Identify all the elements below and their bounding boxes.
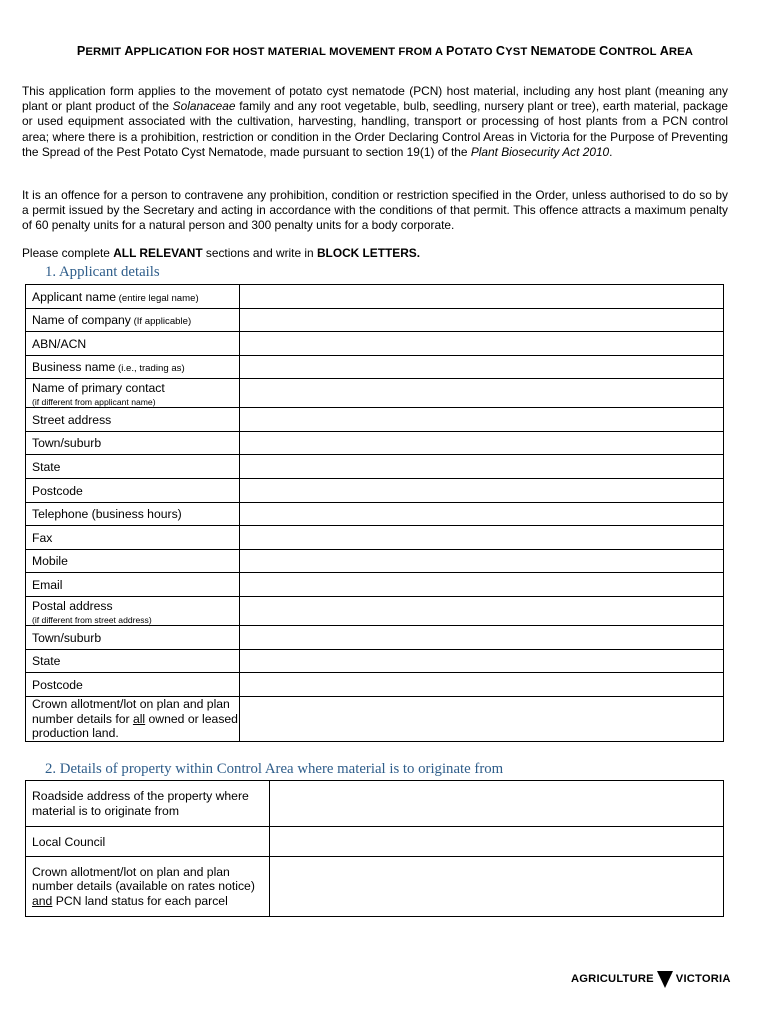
field-input[interactable] xyxy=(240,550,724,573)
field-input[interactable] xyxy=(240,332,724,356)
roadside-address-input[interactable] xyxy=(270,781,724,827)
form-title: PERMIT APPLICATION FOR HOST MATERIAL MOVEMENT FROM A POTATO CYST NEMATODE CONTROL AREA xyxy=(76,44,694,58)
property-details-table xyxy=(25,780,724,917)
field-input[interactable] xyxy=(240,455,724,479)
form-row xyxy=(26,827,724,857)
field-input[interactable] xyxy=(240,650,724,673)
form-row xyxy=(26,550,724,573)
form-row xyxy=(26,455,724,479)
applicant-details-table xyxy=(25,284,724,742)
form-row xyxy=(26,309,724,332)
field-label xyxy=(26,697,240,742)
field-input[interactable] xyxy=(240,597,724,626)
field-label xyxy=(26,455,240,479)
field-input[interactable] xyxy=(240,526,724,550)
field-label-hint: (entire legal name) xyxy=(116,292,199,304)
offence-paragraph: It is an offence for a person to contravene any prohibition, condition or restriction specified in the Order, unless authorised to do so by a permit issued by the Secretary and acting in accordance with the conditions of that permit. This offence attracts a maximum penalty of 60 penalty units for a natural person and 300 penalty units for a body corporate. xyxy=(22,188,728,233)
form-row xyxy=(26,285,724,309)
field-label-text: Business name xyxy=(32,360,116,374)
field-label xyxy=(26,550,240,573)
section-2-heading: 2. Details of property within Control Area where material is to originate from xyxy=(45,761,504,777)
field-label xyxy=(26,408,240,432)
field-input[interactable] xyxy=(240,432,724,455)
field-label-text: Town/suburb xyxy=(32,630,102,645)
field-input[interactable] xyxy=(240,356,724,379)
field-input[interactable] xyxy=(240,379,724,408)
logo-agriculture-text: AGRICULTURE xyxy=(571,973,654,985)
form-row xyxy=(26,332,724,356)
field-input[interactable] xyxy=(240,626,724,650)
field-label-text: Telephone (business hours) xyxy=(32,507,182,521)
field-label-text: State xyxy=(32,459,61,474)
field-label-text: Name of primary contact xyxy=(32,381,165,395)
field-label-text: Email xyxy=(32,577,63,592)
form-row xyxy=(26,650,724,673)
property-crown-allotment-label: Crown allotment/lot on plan and plan number details (available on rates notice) and PCN land status for each parcel xyxy=(32,864,255,908)
field-input[interactable] xyxy=(240,573,724,597)
field-label-text: Applicant name xyxy=(32,289,117,304)
form-row xyxy=(26,408,724,432)
field-label xyxy=(26,503,240,526)
form-row xyxy=(26,526,724,550)
field-label-text: Street address xyxy=(32,412,112,427)
field-label xyxy=(26,309,240,332)
field-label-note: (if different from street address) xyxy=(32,615,152,625)
field-input[interactable] xyxy=(240,285,724,309)
field-label-text: State xyxy=(32,654,61,668)
agriculture-victoria-logo xyxy=(571,969,731,989)
field-label xyxy=(26,857,270,917)
section-1-heading: 1. Applicant details xyxy=(45,264,160,280)
form-row xyxy=(26,503,724,526)
field-label-hint: (If applicable) xyxy=(130,316,192,327)
field-label-text: Name of company xyxy=(32,313,131,327)
field-label xyxy=(26,650,240,673)
form-row xyxy=(26,857,724,917)
field-label xyxy=(26,673,240,697)
form-row xyxy=(26,573,724,597)
field-label-text: Mobile xyxy=(32,554,68,568)
field-label xyxy=(26,432,240,455)
form-row xyxy=(26,379,724,408)
field-label xyxy=(26,479,240,503)
local-council-label: Local Council xyxy=(32,834,106,849)
crown-allotment-input[interactable] xyxy=(240,697,724,742)
field-label xyxy=(26,379,240,408)
victoria-triangle-icon xyxy=(655,969,675,989)
instructions-paragraph: Please complete ALL RELEVANT sections and write in BLOCK LETTERS. xyxy=(22,246,421,260)
form-row xyxy=(26,697,724,742)
property-crown-allotment-input[interactable] xyxy=(270,857,724,917)
form-row xyxy=(26,356,724,379)
field-input[interactable] xyxy=(240,408,724,432)
field-input[interactable] xyxy=(240,479,724,503)
field-label xyxy=(26,597,240,626)
field-label-text: Town/suburb xyxy=(32,436,102,450)
field-label-text: ABN/ACN xyxy=(32,336,87,351)
field-label-text: Postcode xyxy=(32,483,83,498)
form-row xyxy=(26,597,724,626)
form-row xyxy=(26,673,724,697)
field-label-note: (if different from applicant name) xyxy=(32,397,156,407)
field-label-text: Postal address xyxy=(32,599,113,613)
form-row xyxy=(26,781,724,827)
form-row xyxy=(26,432,724,455)
field-input[interactable] xyxy=(240,503,724,526)
field-label xyxy=(26,526,240,550)
form-row xyxy=(26,626,724,650)
field-label-hint: (i.e., trading as) xyxy=(115,363,185,374)
field-label xyxy=(26,626,240,650)
logo-victoria-text: VICTORIA xyxy=(675,973,731,985)
field-input[interactable] xyxy=(240,309,724,332)
local-council-input[interactable] xyxy=(270,827,724,857)
form-row xyxy=(26,479,724,503)
field-label-text: Fax xyxy=(32,530,53,545)
field-label xyxy=(26,332,240,356)
field-label xyxy=(26,827,270,857)
field-label xyxy=(26,781,270,827)
field-input[interactable] xyxy=(240,673,724,697)
field-label xyxy=(26,285,240,309)
crown-allotment-label: Crown allotment/lot on plan and plan number details for all owned or leased production land. xyxy=(32,697,238,741)
field-label xyxy=(26,356,240,379)
field-label-text: Postcode xyxy=(32,677,83,692)
roadside-address-label: Roadside address of the property where material is to originate from xyxy=(32,789,249,818)
intro-paragraph: This application form applies to the movement of potato cyst nematode (PCN) host material, including any host plant (meaning any plant or plant product of the Solanaceae family and any root vegetable, bulb, seedling, nursery plant or tree), earth material, package or used equipment associated with the cultivation, harvesting, handling, transport or processing of host plants from a PCN control area; where there is a prohibition, restriction or condition in the Order Declaring Control Areas in Victoria for the Purpose of Preventing the Spread of the Pest Potato Cyst Nematode, made pursuant to section 19(1) of the Plant Biosecurity Act 2010. xyxy=(22,84,728,159)
field-label xyxy=(26,573,240,597)
